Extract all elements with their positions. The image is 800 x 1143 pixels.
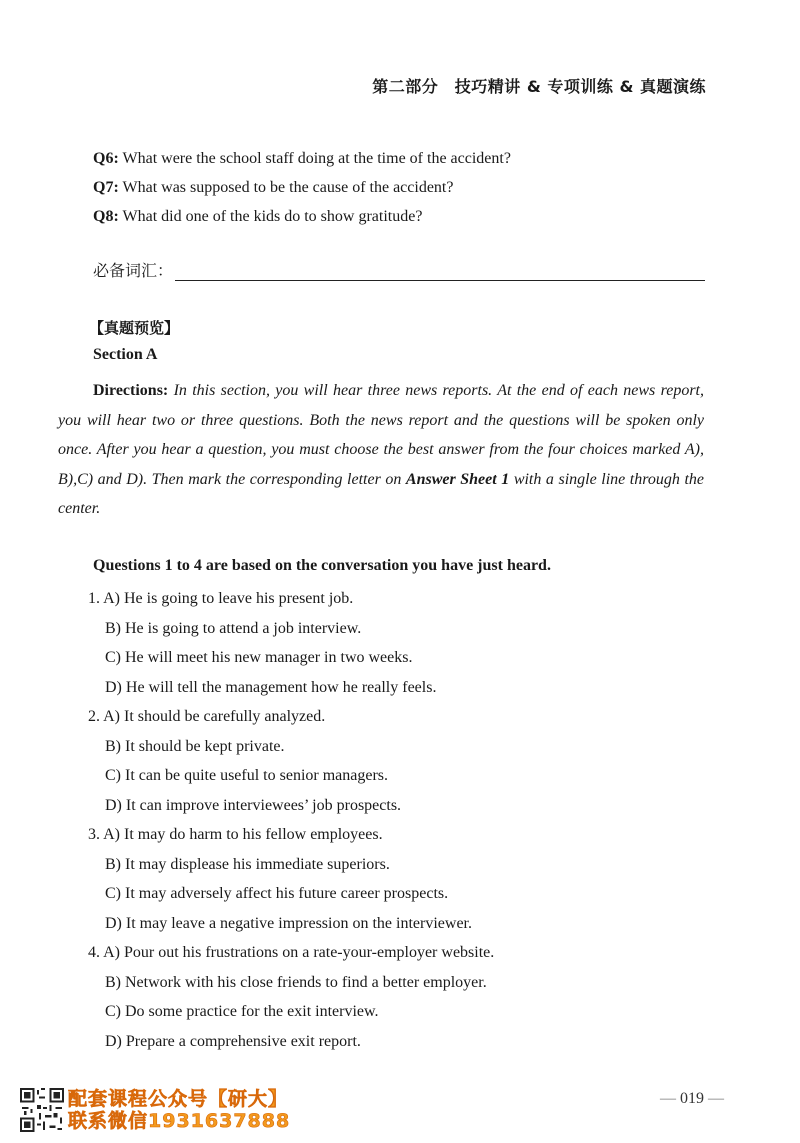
vocab-label: 必备词汇：: [93, 261, 174, 280]
option-row: B) He is going to attend a job interview.: [105, 619, 362, 637]
page-number: [660, 1090, 724, 1108]
questions-heading: Questions 1 to 4 are based on the conversation you have just heard.: [93, 557, 551, 574]
section-title: Section A: [93, 346, 158, 363]
option-row: 4. A) Pour out his frustrations on a rate-your-employer website.: [88, 944, 495, 961]
question-q7: [93, 173, 733, 202]
option-row: C) It may adversely affect his future career prospects.: [105, 885, 449, 902]
directions-answer-sheet: Answer Sheet 1: [405, 470, 510, 488]
question-q6: [93, 144, 733, 173]
option-row: D) It can improve interviewees’ job prospects.: [105, 796, 402, 814]
question-text: What did one of the kids do to show gratitude?: [118, 208, 423, 225]
directions-text: In this section, you will hear three news reports. At the end of each news report, you will hear two or three questions. Both the news report and the questions will be spoken only once. After you hear a question, you must choose the best answer from the four choices marked A), B),C) and D). Then mark the corresponding letter on: [58, 382, 704, 488]
option-row: C) He will meet his new manager in two weeks.: [105, 649, 413, 666]
vocab-fill-line: [93, 258, 705, 281]
option-row: B) It may displease his immediate superiors.: [105, 855, 390, 873]
option-row: C) It can be quite useful to senior managers.: [105, 767, 389, 784]
qr-code-icon: [20, 1088, 64, 1132]
option-row: D) He will tell the management how he really feels.: [105, 678, 437, 696]
option-row: C) Do some practice for the exit interview.: [105, 1003, 379, 1020]
option-row: B) Network with his close friends to find a better employer.: [105, 973, 487, 991]
option-row: 2. A) It should be carefully analyzed.: [88, 708, 326, 725]
option-row: D) Prepare a comprehensive exit report.: [105, 1032, 361, 1050]
watermark-text: [68, 1088, 290, 1132]
watermark-banner: [20, 1086, 320, 1134]
option-row: 1. A) He is going to leave his present job.: [88, 590, 354, 607]
question-id: Q6:: [93, 150, 119, 167]
question-text: What was supposed to be the cause of the accident?: [118, 179, 454, 196]
directions-paragraph: [58, 376, 704, 524]
question-text: What were the school staff doing at the time of the accident?: [118, 150, 511, 167]
answer-options-list: [88, 584, 708, 1056]
watermark-line2: 联系微信1931637888: [68, 1110, 291, 1132]
page-header: 第二部分 技巧精讲 & 专项训练 & 真题演练: [372, 77, 706, 96]
directions-tail: with a single line through the center.: [58, 470, 704, 517]
watermark-line1: 配套课程公众号【研大】: [68, 1088, 289, 1110]
vocab-blank-line: [175, 258, 705, 281]
page-number-dash-left: —: [660, 1090, 676, 1107]
option-row: D) It may leave a negative impression on the interviewer.: [105, 914, 472, 932]
question-q8: [93, 202, 733, 231]
page-number-dash-right: —: [708, 1090, 724, 1107]
option-row: 3. A) It may do harm to his fellow employees.: [88, 826, 383, 843]
preview-title: 【真题预览】: [89, 319, 180, 337]
page-number-value: 019: [680, 1090, 704, 1107]
directions-label: Directions:: [93, 382, 169, 399]
previous-questions-list: [93, 144, 733, 231]
option-row: B) It should be kept private.: [105, 737, 285, 755]
question-id: Q7:: [93, 179, 119, 196]
question-id: Q8:: [93, 208, 119, 225]
